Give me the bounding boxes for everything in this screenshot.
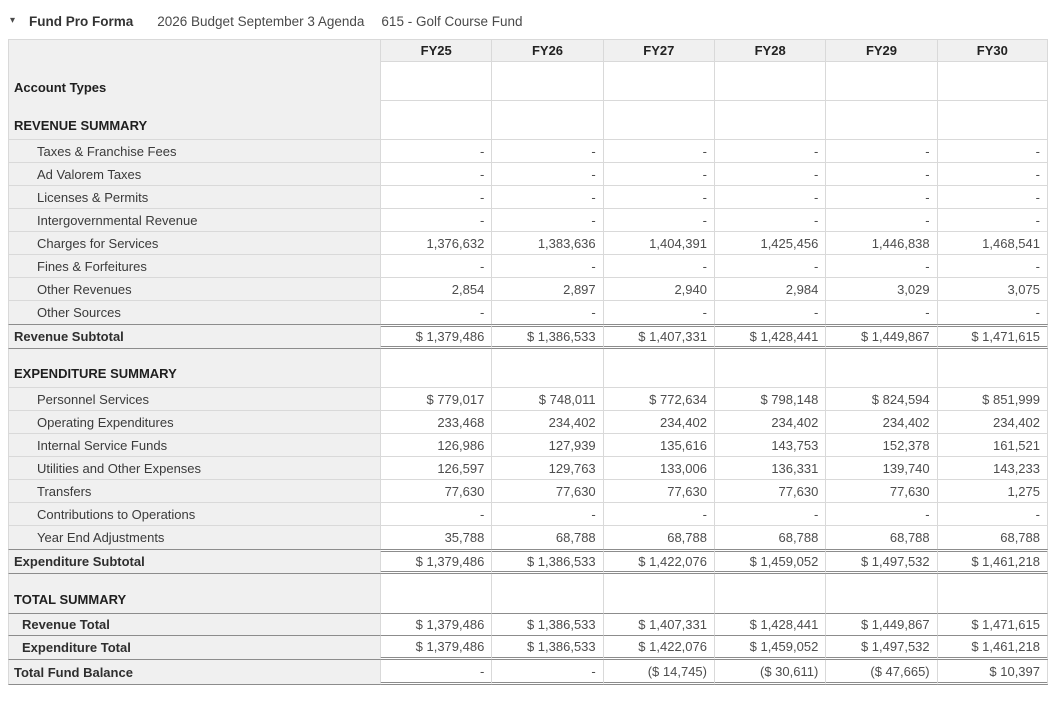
- value-cell: [603, 101, 714, 140]
- value-cell: 1,446,838: [825, 232, 936, 255]
- row-label: Transfers: [8, 480, 380, 503]
- value-cell: $ 1,386,533: [491, 549, 602, 574]
- column-header-fy28: FY28: [714, 39, 825, 62]
- table-row: [8, 140, 1048, 163]
- value-cell: $ 1,471,615: [937, 324, 1048, 349]
- table-row: [8, 636, 1048, 660]
- value-cell: -: [491, 503, 602, 526]
- fund-name: 615 - Golf Course Fund: [381, 13, 523, 29]
- value-cell: -: [825, 140, 936, 163]
- row-label: Revenue Subtotal: [8, 324, 380, 349]
- table-row: [8, 209, 1048, 232]
- value-cell: [825, 101, 936, 140]
- value-cell: $ 1,428,441: [714, 324, 825, 349]
- value-cell: 2,854: [380, 278, 491, 301]
- value-cell: 1,404,391: [603, 232, 714, 255]
- row-label: Other Sources: [8, 301, 380, 324]
- value-cell: [714, 101, 825, 140]
- value-cell: -: [937, 140, 1048, 163]
- value-cell: 68,788: [603, 526, 714, 549]
- row-label: Intergovernmental Revenue: [8, 209, 380, 232]
- value-cell: 143,753: [714, 434, 825, 457]
- value-cell: [937, 101, 1048, 140]
- value-cell: 133,006: [603, 457, 714, 480]
- column-header-fy30: FY30: [937, 39, 1048, 62]
- value-cell: 68,788: [825, 526, 936, 549]
- value-cell: $ 1,386,533: [491, 324, 602, 349]
- value-cell: -: [603, 140, 714, 163]
- value-cell: 68,788: [491, 526, 602, 549]
- value-cell: $ 824,594: [825, 388, 936, 411]
- table-row: [8, 574, 1048, 613]
- table-row: [8, 255, 1048, 278]
- row-label: Licenses & Permits: [8, 186, 380, 209]
- value-cell: $ 1,379,486: [380, 549, 491, 574]
- value-cell: -: [380, 301, 491, 324]
- value-cell: [714, 574, 825, 613]
- value-cell: -: [380, 503, 491, 526]
- value-cell: 2,984: [714, 278, 825, 301]
- value-cell: 35,788: [380, 526, 491, 549]
- table-row: [8, 324, 1048, 349]
- value-cell: 234,402: [714, 411, 825, 434]
- table-row: [8, 660, 1048, 685]
- table-row: [8, 349, 1048, 388]
- value-cell: 77,630: [714, 480, 825, 503]
- value-cell: $ 1,422,076: [603, 549, 714, 574]
- value-cell: $ 1,459,052: [714, 549, 825, 574]
- value-cell: 2,940: [603, 278, 714, 301]
- row-label: Other Revenues: [8, 278, 380, 301]
- value-cell: -: [380, 255, 491, 278]
- value-cell: -: [825, 186, 936, 209]
- table-row: [8, 186, 1048, 209]
- value-cell: 1,383,636: [491, 232, 602, 255]
- table-row: [8, 101, 1048, 140]
- fund-pro-forma-page: [0, 9, 1055, 685]
- value-cell: $ 1,459,052: [714, 636, 825, 660]
- table-body: [8, 62, 1048, 685]
- value-cell: -: [714, 163, 825, 186]
- value-cell: [603, 574, 714, 613]
- table-row: [8, 232, 1048, 255]
- table-row: [8, 480, 1048, 503]
- value-cell: 1,425,456: [714, 232, 825, 255]
- value-cell: 77,630: [603, 480, 714, 503]
- value-cell: 68,788: [714, 526, 825, 549]
- row-label: Contributions to Operations: [8, 503, 380, 526]
- value-cell: -: [937, 163, 1048, 186]
- value-cell: $ 1,386,533: [491, 613, 602, 636]
- value-cell: 77,630: [491, 480, 602, 503]
- value-cell: -: [380, 660, 491, 685]
- row-label: Expenditure Subtotal: [8, 549, 380, 574]
- value-cell: -: [603, 209, 714, 232]
- value-cell: 127,939: [491, 434, 602, 457]
- row-label: Fines & Forfeitures: [8, 255, 380, 278]
- value-cell: [603, 349, 714, 388]
- value-cell: $ 748,011: [491, 388, 602, 411]
- table-row: [8, 613, 1048, 636]
- value-cell: -: [491, 660, 602, 685]
- value-cell: [937, 574, 1048, 613]
- value-cell: [491, 101, 602, 140]
- column-header-fy25: FY25: [380, 39, 491, 62]
- row-label: Charges for Services: [8, 232, 380, 255]
- row-label: Operating Expenditures: [8, 411, 380, 434]
- row-label: Year End Adjustments: [8, 526, 380, 549]
- value-cell: -: [491, 140, 602, 163]
- value-cell: [380, 62, 491, 101]
- value-cell: -: [714, 186, 825, 209]
- section-title-bar: [10, 9, 1055, 33]
- table-row: [8, 278, 1048, 301]
- value-cell: $ 772,634: [603, 388, 714, 411]
- value-cell: 161,521: [937, 434, 1048, 457]
- value-cell: $ 1,449,867: [825, 324, 936, 349]
- value-cell: $ 10,397: [937, 660, 1048, 685]
- page-title: Fund Pro Forma: [29, 13, 134, 29]
- value-cell: -: [714, 301, 825, 324]
- value-cell: -: [603, 255, 714, 278]
- row-label: REVENUE SUMMARY: [8, 101, 380, 140]
- value-cell: -: [380, 163, 491, 186]
- value-cell: 234,402: [603, 411, 714, 434]
- value-cell: 68,788: [937, 526, 1048, 549]
- collapse-arrow-icon[interactable]: ▾: [10, 15, 16, 26]
- value-cell: [714, 349, 825, 388]
- value-cell: -: [603, 163, 714, 186]
- value-cell: [491, 62, 602, 101]
- value-cell: -: [714, 209, 825, 232]
- column-header-fy29: FY29: [825, 39, 936, 62]
- value-cell: [491, 574, 602, 613]
- value-cell: 234,402: [825, 411, 936, 434]
- table-row: [8, 457, 1048, 480]
- value-cell: 129,763: [491, 457, 602, 480]
- value-cell: 77,630: [825, 480, 936, 503]
- value-cell: [714, 62, 825, 101]
- value-cell: [937, 349, 1048, 388]
- value-cell: $ 1,461,218: [937, 549, 1048, 574]
- row-label: Personnel Services: [8, 388, 380, 411]
- value-cell: -: [937, 255, 1048, 278]
- value-cell: -: [603, 301, 714, 324]
- row-label: Expenditure Total: [8, 636, 380, 660]
- row-label: TOTAL SUMMARY: [8, 574, 380, 613]
- value-cell: -: [491, 186, 602, 209]
- value-cell: ($ 47,665): [825, 660, 936, 685]
- value-cell: -: [937, 209, 1048, 232]
- value-cell: $ 1,407,331: [603, 324, 714, 349]
- row-label: Internal Service Funds: [8, 434, 380, 457]
- value-cell: 1,275: [937, 480, 1048, 503]
- value-cell: [380, 574, 491, 613]
- value-cell: -: [937, 301, 1048, 324]
- value-cell: -: [825, 301, 936, 324]
- value-cell: $ 1,379,486: [380, 613, 491, 636]
- row-label: Revenue Total: [8, 613, 380, 636]
- value-cell: -: [491, 209, 602, 232]
- value-cell: $ 1,428,441: [714, 613, 825, 636]
- value-cell: ($ 14,745): [603, 660, 714, 685]
- value-cell: 1,376,632: [380, 232, 491, 255]
- value-cell: -: [380, 186, 491, 209]
- value-cell: -: [825, 503, 936, 526]
- value-cell: $ 1,379,486: [380, 324, 491, 349]
- value-cell: 233,468: [380, 411, 491, 434]
- value-cell: 126,986: [380, 434, 491, 457]
- table-row: [8, 62, 1048, 101]
- value-cell: -: [937, 503, 1048, 526]
- table-row: [8, 503, 1048, 526]
- value-cell: -: [603, 186, 714, 209]
- value-cell: $ 798,148: [714, 388, 825, 411]
- pro-forma-table: [8, 39, 1048, 685]
- value-cell: $ 1,461,218: [937, 636, 1048, 660]
- value-cell: 234,402: [937, 411, 1048, 434]
- value-cell: -: [380, 209, 491, 232]
- value-cell: -: [825, 255, 936, 278]
- column-header-fy26: FY26: [491, 39, 602, 62]
- value-cell: [825, 62, 936, 101]
- value-cell: $ 1,422,076: [603, 636, 714, 660]
- value-cell: ($ 30,611): [714, 660, 825, 685]
- row-label: Utilities and Other Expenses: [8, 457, 380, 480]
- table-row: [8, 526, 1048, 549]
- table-row: [8, 301, 1048, 324]
- value-cell: $ 1,471,615: [937, 613, 1048, 636]
- value-cell: -: [825, 209, 936, 232]
- value-cell: 139,740: [825, 457, 936, 480]
- table-header-row: [8, 39, 1048, 62]
- value-cell: 136,331: [714, 457, 825, 480]
- value-cell: $ 1,449,867: [825, 613, 936, 636]
- row-label: Ad Valorem Taxes: [8, 163, 380, 186]
- value-cell: 126,597: [380, 457, 491, 480]
- table-row: [8, 549, 1048, 574]
- value-cell: 3,029: [825, 278, 936, 301]
- value-cell: [380, 101, 491, 140]
- value-cell: 143,233: [937, 457, 1048, 480]
- value-cell: $ 1,386,533: [491, 636, 602, 660]
- row-label: EXPENDITURE SUMMARY: [8, 349, 380, 388]
- value-cell: 3,075: [937, 278, 1048, 301]
- table-row: [8, 388, 1048, 411]
- value-cell: -: [491, 301, 602, 324]
- column-header-fy27: FY27: [603, 39, 714, 62]
- value-cell: -: [380, 140, 491, 163]
- value-cell: [825, 349, 936, 388]
- budget-name: 2026 Budget September 3 Agenda: [157, 13, 365, 29]
- corner-cell: [8, 39, 380, 62]
- row-label: Account Types: [8, 62, 380, 101]
- value-cell: 234,402: [491, 411, 602, 434]
- value-cell: $ 1,497,532: [825, 636, 936, 660]
- value-cell: [825, 574, 936, 613]
- value-cell: -: [714, 140, 825, 163]
- value-cell: 2,897: [491, 278, 602, 301]
- value-cell: -: [937, 186, 1048, 209]
- value-cell: -: [714, 503, 825, 526]
- row-label: Taxes & Franchise Fees: [8, 140, 380, 163]
- value-cell: $ 1,497,532: [825, 549, 936, 574]
- table-row: [8, 163, 1048, 186]
- value-cell: -: [603, 503, 714, 526]
- value-cell: [603, 62, 714, 101]
- value-cell: $ 851,999: [937, 388, 1048, 411]
- value-cell: 152,378: [825, 434, 936, 457]
- value-cell: [937, 62, 1048, 101]
- value-cell: $ 779,017: [380, 388, 491, 411]
- row-label: Total Fund Balance: [8, 660, 380, 685]
- value-cell: [491, 349, 602, 388]
- value-cell: -: [825, 163, 936, 186]
- value-cell: $ 1,407,331: [603, 613, 714, 636]
- table-row: [8, 411, 1048, 434]
- value-cell: -: [714, 255, 825, 278]
- value-cell: [380, 349, 491, 388]
- value-cell: -: [491, 163, 602, 186]
- value-cell: -: [491, 255, 602, 278]
- value-cell: 1,468,541: [937, 232, 1048, 255]
- table-row: [8, 434, 1048, 457]
- value-cell: 135,616: [603, 434, 714, 457]
- value-cell: 77,630: [380, 480, 491, 503]
- value-cell: $ 1,379,486: [380, 636, 491, 660]
